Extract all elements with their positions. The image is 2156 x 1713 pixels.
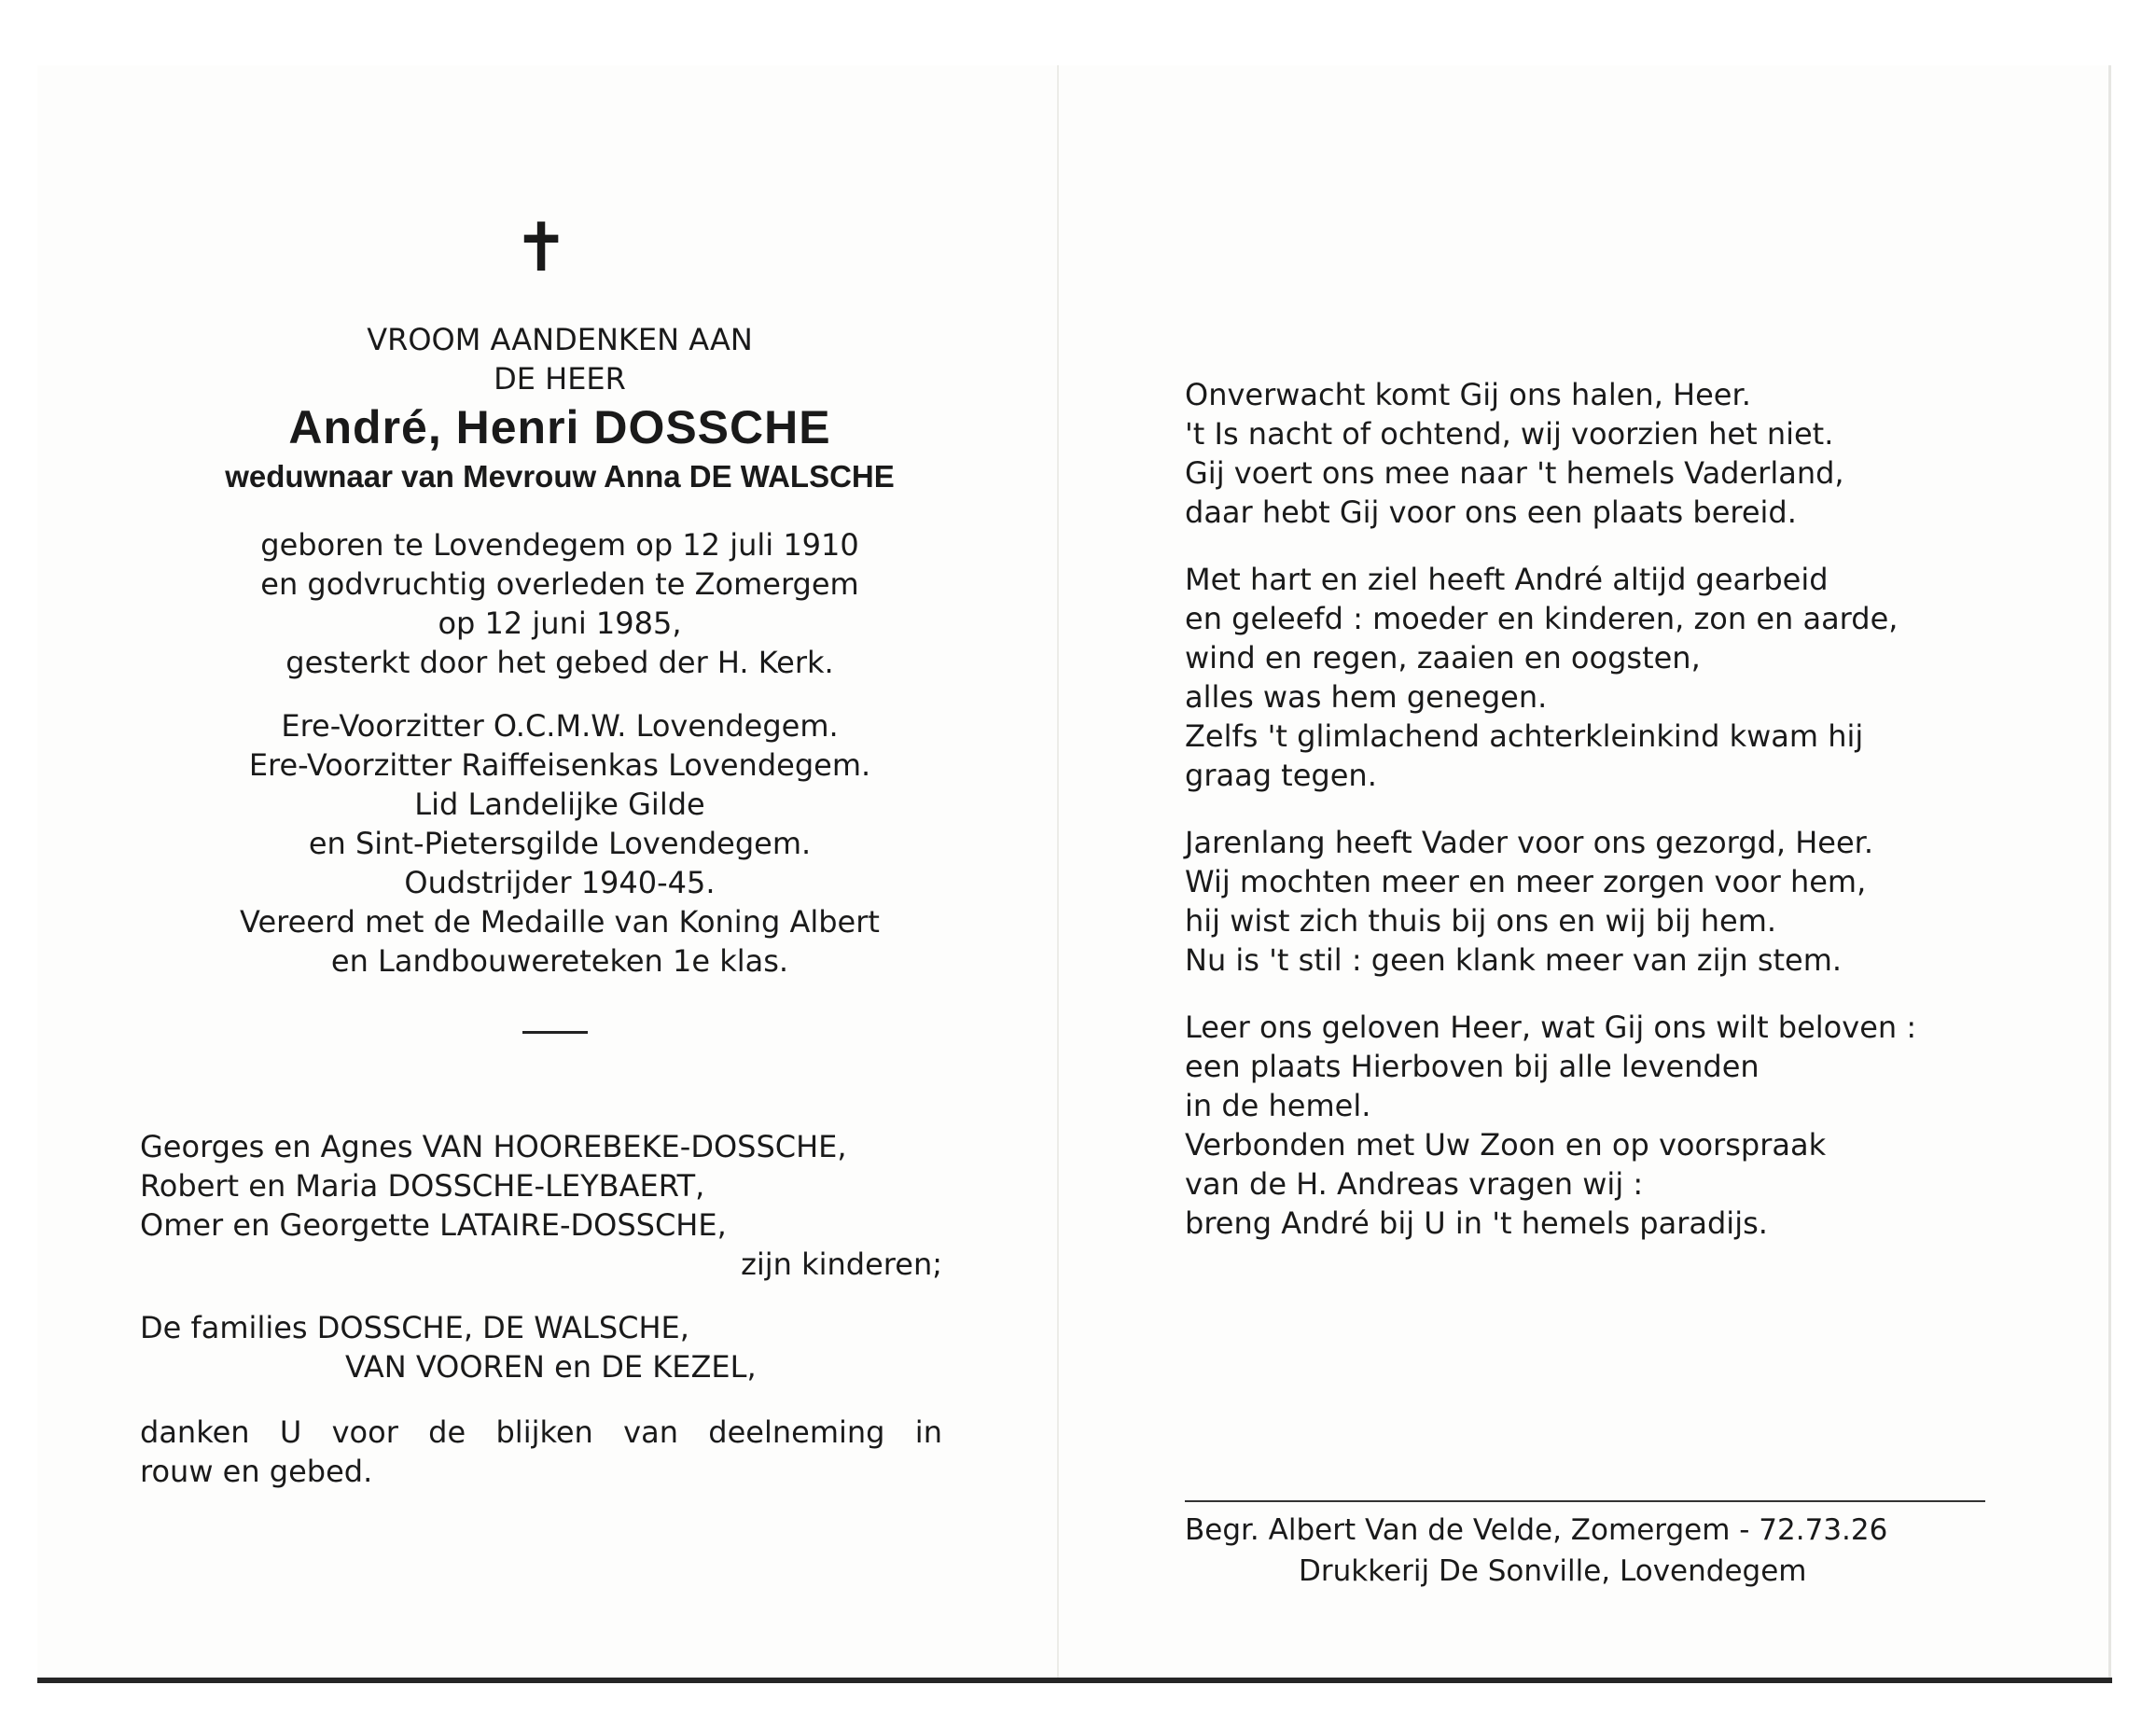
poem-line: Met hart en ziel heeft André altijd gearbeid	[1185, 562, 1829, 597]
poem-line: en geleefd : moeder en kinderen, zon en aarde,	[1185, 601, 1899, 636]
title-line: en Landbouwereteken 1e klas.	[330, 943, 789, 979]
title-line: Ere-Voorzitter Raiffeisenkas Lovendegem.	[248, 747, 871, 783]
printer-line: Drukkerij De Sonville, Lovendegem	[1299, 1554, 1807, 1588]
thanks-word: de	[428, 1414, 466, 1450]
title-line: Vereerd met de Medaille van Koning Albert	[240, 904, 880, 940]
title-line: Oudstrijder 1940-45.	[404, 865, 716, 900]
thanks-word: U	[279, 1414, 302, 1450]
thanks-word: danken	[140, 1414, 250, 1450]
birth-line: en godvruchtig overleden te Zomergem	[260, 566, 859, 602]
poem-line: in de hemel.	[1185, 1088, 1371, 1123]
poem-line: Leer ons geloven Heer, wat Gij ons wilt beloven :	[1185, 1010, 1917, 1045]
birth-line: gesterkt door het gebed der H. Kerk.	[285, 645, 834, 680]
card-bottom-edge	[37, 1678, 2112, 1683]
poem-line: een plaats Hierboven bij alle levenden	[1185, 1049, 1760, 1084]
poem-line: alles was hem genegen.	[1185, 679, 1548, 715]
printer-footer	[1185, 1510, 2006, 1592]
poem-stanza	[1185, 560, 2006, 795]
poem-line: daar hebt Gij voor ons een plaats bereid.	[1185, 494, 1797, 530]
deceased-name: André, Henri DOSSCHE	[288, 401, 831, 453]
poem-panel	[1185, 375, 2006, 1271]
birth-death-block	[140, 525, 980, 682]
thanks-word: voor	[331, 1414, 398, 1450]
poem-stanza	[1185, 823, 2006, 980]
children-suffix: zijn kinderen;	[741, 1246, 942, 1282]
thanks-word: in	[914, 1414, 942, 1450]
widow-line: weduwnaar van Mevrouw Anna DE WALSCHE	[225, 459, 895, 494]
deceased-name-block	[140, 398, 980, 497]
families-block	[140, 1308, 980, 1386]
poem-line: van de H. Andreas vragen wij :	[1185, 1166, 1644, 1202]
child-line: Omer en Georgette LATAIRE-DOSSCHE,	[140, 1207, 727, 1243]
titles-block	[140, 706, 980, 981]
poem-line: Wij mochten meer en meer zorgen voor hem,	[1185, 864, 1867, 899]
thanks-block	[140, 1413, 980, 1491]
footer-rule	[1185, 1500, 1985, 1502]
poem-line: Gij voert ons mee naar 't hemels Vaderland,	[1185, 455, 1844, 491]
thanks-word: van	[623, 1414, 678, 1450]
card-fold	[1057, 65, 1059, 1679]
poem-line: wind en regen, zaaien en oogsten,	[1185, 640, 1701, 675]
poem-line: Jarenlang heeft Vader voor ons gezorgd, Heer.	[1185, 825, 1874, 860]
heading	[140, 320, 980, 398]
birth-line: op 12 juni 1985,	[438, 606, 682, 641]
poem-line: Onverwacht komt Gij ons halen, Heer.	[1185, 377, 1751, 412]
title-line: Ere-Voorzitter O.C.M.W. Lovendegem.	[281, 708, 839, 744]
poem-line: graag tegen.	[1185, 758, 1377, 793]
undertaker-line: Begr. Albert Van de Velde, Zomergem - 72.73.26	[1185, 1513, 1888, 1547]
left-panel	[140, 210, 980, 1491]
families-line: De families DOSSCHE, DE WALSCHE,	[140, 1310, 689, 1345]
poem-line: Verbonden met Uw Zoon en op voorspraak	[1185, 1127, 1827, 1163]
title-line: en Sint-Pietersgilde Lovendegem.	[308, 826, 812, 861]
poem-stanza	[1185, 375, 2006, 532]
heading-line: DE HEER	[494, 361, 626, 397]
poem-stanza	[1185, 1008, 2006, 1243]
children-block	[140, 1127, 980, 1284]
families-line: VAN VOOREN en DE KEZEL,	[345, 1349, 757, 1385]
poem-line: hij wist zich thuis bij ons en wij bij hem.	[1185, 903, 1777, 939]
poem-line: breng André bij U in 't hemels paradijs.	[1185, 1205, 1768, 1241]
birth-line: geboren te Lovendegem op 12 juli 1910	[260, 527, 859, 563]
thanks-word: deelneming	[708, 1414, 885, 1450]
thanks-line	[140, 1413, 942, 1452]
cross-icon: ✝	[512, 208, 570, 286]
child-line: Robert en Maria DOSSCHE-LEYBAERT,	[140, 1168, 705, 1204]
thanks-line: rouw en gebed.	[140, 1454, 373, 1489]
poem-line: Nu is 't stil : geen klank meer van zijn stem.	[1185, 942, 1843, 978]
poem-line: 't Is nacht of ochtend, wij voorzien het niet.	[1185, 416, 1834, 452]
divider	[522, 1031, 588, 1034]
child-line: Georges en Agnes VAN HOOREBEKE-DOSSCHE,	[140, 1129, 847, 1164]
thanks-word: blijken	[495, 1414, 593, 1450]
poem-line: Zelfs 't glimlachend achterkleinkind kwam hij	[1185, 718, 1864, 754]
title-line: Lid Landelijke Gilde	[414, 787, 705, 822]
heading-line: VROOM AANDENKEN AAN	[367, 322, 753, 357]
